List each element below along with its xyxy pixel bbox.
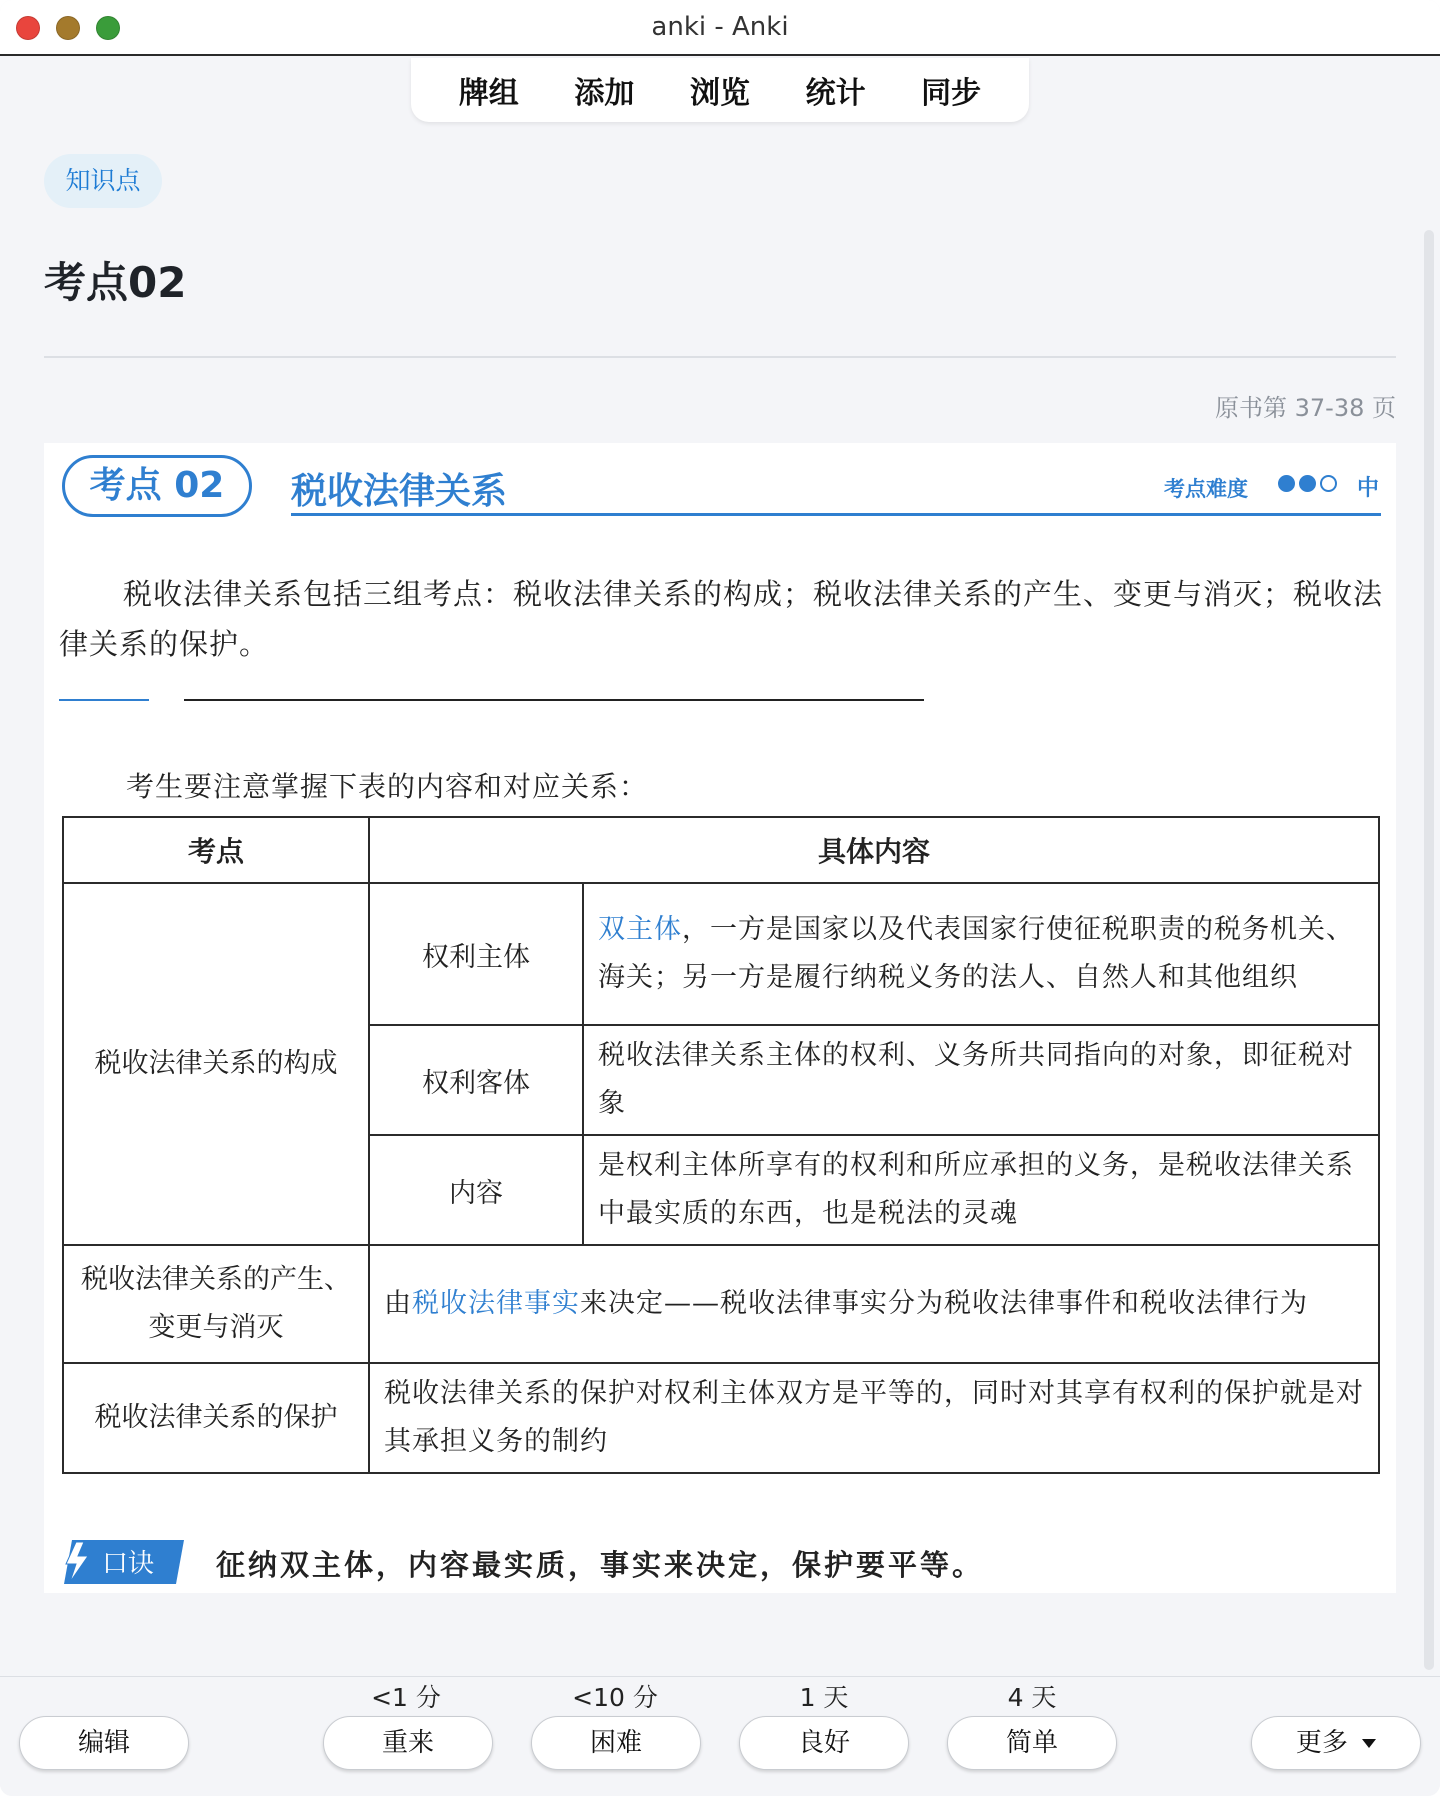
tag-badge: 知识点 [44,154,162,208]
difficulty-dot-filled [1278,475,1295,492]
table-header-row [63,817,1379,883]
sub-cell: 权利客体 [369,1025,583,1135]
again-button[interactable]: 重来 [323,1716,493,1770]
column-header-point: 考点 [63,817,369,883]
highlight-term: 双主体 [598,914,682,945]
toolbar-stats[interactable]: 统计 [805,76,866,111]
top-toolbar [411,58,1029,122]
difficulty-label: 考点难度 [1164,477,1248,501]
interval-hard: <10 分 [572,1683,658,1712]
sub-cell: 权利主体 [369,883,583,1025]
content-prefix: 由 [384,1288,412,1319]
intro-paragraph: 税收法律关系包括三组考点：税收法律关系的构成；税收法律关系的产生、变更与消灭；税收法律关系的保护。 [59,577,1384,661]
more-label: 更多 [1295,1728,1348,1758]
edit-button[interactable]: 编辑 [19,1716,189,1770]
difficulty-rating [1278,475,1337,492]
toolbar-sync[interactable]: 同步 [921,76,982,111]
toolbar-decks[interactable]: 牌组 [458,76,519,111]
table-row [63,1363,1379,1473]
interval-easy: 4 天 [1007,1683,1057,1712]
topic-badge: 考点 02 [62,455,252,517]
sub-cell: 内容 [369,1135,583,1245]
point-cell-creation: 税收法律关系的产生、变更与消灭 [63,1245,369,1363]
more-button[interactable] [1251,1716,1421,1770]
table-row [63,1245,1379,1363]
caret-down-icon [1362,1739,1376,1748]
content-cell: 税收法律关系主体的权利、义务所共同指向的对象，即征税对象 [583,1025,1379,1135]
content-cell [583,883,1379,1025]
topic-title: 税收法律关系 [291,471,508,512]
point-cell-composition: 税收法律关系的构成 [63,883,369,1245]
answer-bar [0,1676,1440,1796]
point-cell-protection: 税收法律关系的保护 [63,1363,369,1473]
knowledge-table [62,816,1380,1474]
content-cell: 税收法律关系的保护对权利主体双方是平等的，同时对其享有权利的保护就是对其承担义务的制约 [369,1363,1379,1473]
divider [44,356,1396,358]
mnemonic-text: 征纳双主体，内容最实质，事实来决定，保护要平等。 [216,1548,985,1582]
content-text: 来决定——税收法律事实分为税收法律事件和税收法律行为 [580,1288,1308,1319]
topic-underline [291,513,1381,516]
interval-again: <1 分 [371,1683,441,1712]
table-row [63,883,1379,1025]
difficulty-level: 中 [1357,476,1380,501]
mnemonic-badge [62,1540,184,1584]
title-bar [0,0,1440,56]
content-cell [369,1245,1379,1363]
easy-button[interactable]: 简单 [947,1716,1117,1770]
interval-good: 1 天 [799,1683,849,1712]
blank-line-short [59,699,149,701]
window-title: anki - Anki [651,12,789,42]
difficulty-dot-empty [1320,475,1337,492]
card-image [44,443,1396,1593]
good-button[interactable]: 良好 [739,1716,909,1770]
page-reference: 原书第 37-38 页 [1215,394,1396,422]
difficulty-dot-filled [1299,475,1316,492]
column-header-content: 具体内容 [369,817,1379,883]
toolbar-browse[interactable]: 浏览 [689,76,750,111]
table-instruction: 考生要注意掌握下表的内容和对应关系： [126,770,649,803]
toolbar-add[interactable]: 添加 [574,76,635,111]
highlight-term: 税收法律事实 [412,1288,580,1319]
card-heading: 考点02 [44,258,187,307]
mnemonic-label: 口诀 [102,1549,155,1579]
content-cell: 是权利主体所享有的权利和所应承担的义务，是税收法律关系中最实质的东西，也是税法的灵魂 [583,1135,1379,1245]
scrollbar[interactable] [1424,230,1434,1670]
hard-button[interactable]: 困难 [531,1716,701,1770]
blank-line-long [184,699,924,701]
content-text: ，一方是国家以及代表国家行使征税职责的税务机关、海关；另一方是履行纳税义务的法人、自然人和其他组织 [598,914,1354,993]
